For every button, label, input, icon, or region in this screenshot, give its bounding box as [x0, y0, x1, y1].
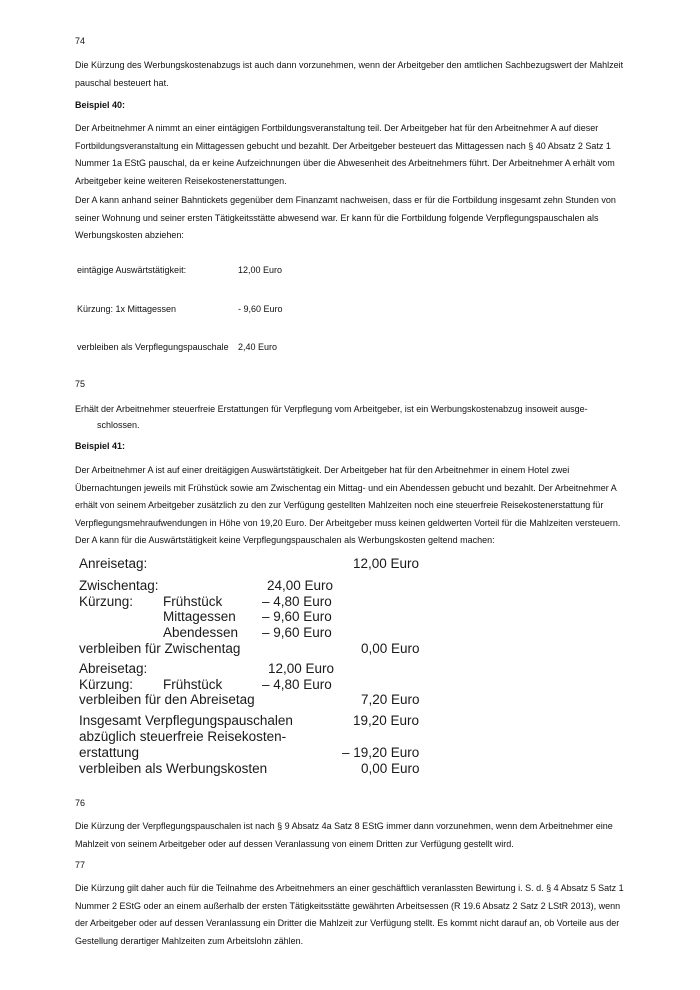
row-value: – 4,80 Euro — [262, 594, 332, 609]
row-sublabel: Frühstück — [163, 594, 223, 609]
row-value: – 9,60 Euro — [262, 609, 332, 624]
paragraph-number-75: 75 — [75, 379, 86, 389]
paragraph-74: Die Kürzung des Werbungskostenabzugs ist auch dann vorzunehmen, wenn der Arbeitgeber den amtlichen Sachbezugswert der Mahlzeit pauschal besteuert hat. — [75, 60, 624, 88]
row-value: 12,00 Euro — [268, 661, 335, 676]
row-label: verbleiben als Werbungskosten — [79, 761, 268, 776]
paragraph-75-line-2: schlossen. — [97, 420, 140, 430]
row-label: Abreisetag: — [79, 661, 148, 676]
paragraph-77: Die Kürzung gilt daher auch für die Teilnahme des Arbeitnehmers an einer geschäftlich veranlassten Bewirtung i. S. d. § 4 Absatz 5 Satz 1 Nummer 2 EStG oder an einem außerhalb der ersten Tätigkeitsstätte gewährten Arbeitsessen (R 19.6 Absatz 2 Satz 2 LStR 2013), wenn der Arbeitgeber oder auf dessen Veranlassung ein Dritter die Mahlzeit zur Verfügung stellt. Es kommt nicht darauf an, ob Vorteile aus der Gestellung derartiger Mahlzeiten zum Arbeitslohn zählen. — [75, 883, 624, 946]
row-label: erstattung — [79, 745, 140, 760]
row-sublabel: Mittagessen — [163, 609, 236, 624]
row-label: abzüglich steuerfreie Reisekosten- — [79, 729, 287, 744]
row-label: Zwischentag: — [79, 578, 159, 593]
row-value: 0,00 Euro — [361, 761, 420, 776]
example-41-title: Beispiel 41: — [75, 441, 126, 451]
row-value: – 4,80 Euro — [262, 677, 332, 692]
row-label: verbleiben für Zwischentag — [79, 641, 241, 656]
row-value: – 9,60 Euro — [262, 625, 332, 640]
calc-label: verbleiben als Verpflegungspauschale — [77, 342, 229, 352]
row-label: Kürzung: — [79, 594, 134, 609]
row-value: 19,20 Euro — [353, 713, 420, 728]
row-sublabel: Abendessen — [163, 625, 239, 640]
row-label: verbleiben für den Abreisetag — [79, 692, 255, 707]
row-sublabel: Frühstück — [163, 677, 223, 692]
calc-value: 12,00 Euro — [238, 265, 283, 275]
example-40-paragraph-1: Der Arbeitnehmer A nimmt an einer eintägigen Fortbildungsveranstaltung teil. Der Arbeitgeber hat für den Arbeitnehmer A auf dieser Fortbildungsveranstaltung ein Mittagessen gebucht und bezahlt. Der Arbeitgeber besteuert das Mittagessen nach § 40 Absatz 2 Satz 1 Nummer 1a EStG pauschal, da er keine Aufzeichnungen über die Abwesenheit des Arbeitnehmers führt. Der Arbeitnehmer A erhält vom Arbeitgeber keine weiteren Reisekostenerstattungen. — [75, 123, 615, 186]
paragraph-75-full-text — [0, 0, 1, 1]
calc-label: eintägige Auswärtstätigkeit: — [77, 265, 187, 275]
row-label: Anreisetag: — [79, 556, 148, 571]
calc-value: 2,40 Euro — [238, 342, 278, 352]
row-label: Insgesamt Verpflegungspauschalen — [79, 713, 293, 728]
calc-label: Kürzung: 1x Mittagessen — [77, 304, 177, 314]
calc-value: - 9,60 Euro — [238, 304, 283, 314]
paragraph-number-77: 77 — [75, 860, 86, 870]
row-value: 24,00 Euro — [267, 578, 334, 593]
row-value: 7,20 Euro — [361, 692, 420, 707]
row-value: 0,00 Euro — [361, 641, 420, 656]
paragraph-number-76: 76 — [75, 798, 86, 808]
example-40-title: Beispiel 40: — [75, 100, 126, 110]
paragraph-number-74: 74 — [75, 36, 86, 46]
row-label: Kürzung: — [79, 677, 134, 692]
paragraph-76: Die Kürzung der Verpflegungspauschalen ist nach § 9 Absatz 4a Satz 8 EStG immer dann vorzunehmen, wenn dem Arbeitnehmer eine Mahlzeit von seinem Arbeitgeber oder auf dessen Veranlassung von einem Dritten zur Verfügung gestellt wird. — [75, 821, 613, 849]
row-value: – 19,20 Euro — [342, 745, 420, 760]
row-value: 12,00 Euro — [353, 556, 420, 571]
paragraph-75-line-1: Erhält der Arbeitnehmer steuerfreie Erstattungen für Verpflegung vom Arbeitgeber, ist ein Werbungskostenabzug insoweit ausge- — [75, 404, 588, 414]
example-40-paragraph-2: Der A kann anhand seiner Bahntickets gegenüber dem Finanzamt nachweisen, dass er für die Fortbildung insgesamt zehn Stunden von seiner Wohnung und seiner ersten Tätigkeitsstätte abwesend war. Er kann für die Fortbildung folgende Verpflegungspauschalen als Werbungskosten abziehen: — [75, 195, 616, 240]
example-41-paragraph: Der Arbeitnehmer A ist auf einer dreitägigen Auswärtstätigkeit. Der Arbeitgeber hat für den Arbeitnehmer in einem Hotel zwei Übernachtungen jeweils mit Frühstück sowie am Zwischentag ein Mittag- und ein Abendessen gebucht und bezahlt. Der Arbeitnehmer A erhält von seinem Arbeitgeber zusätzlich zu den zur Verfügung gestellten Mahlzeiten noch eine steuerfreie Reisekostenerstattung für Verpflegungsmehraufwendungen in Höhe von 19,20 Euro. Der Arbeitgeber muss keinen geldwerten Vorteil für die Mahlzeiten versteuern. Der A kann für die Auswärtstätigkeit keine Verpflegungspauschalen als Werbungskosten geltend machen: — [75, 465, 621, 545]
